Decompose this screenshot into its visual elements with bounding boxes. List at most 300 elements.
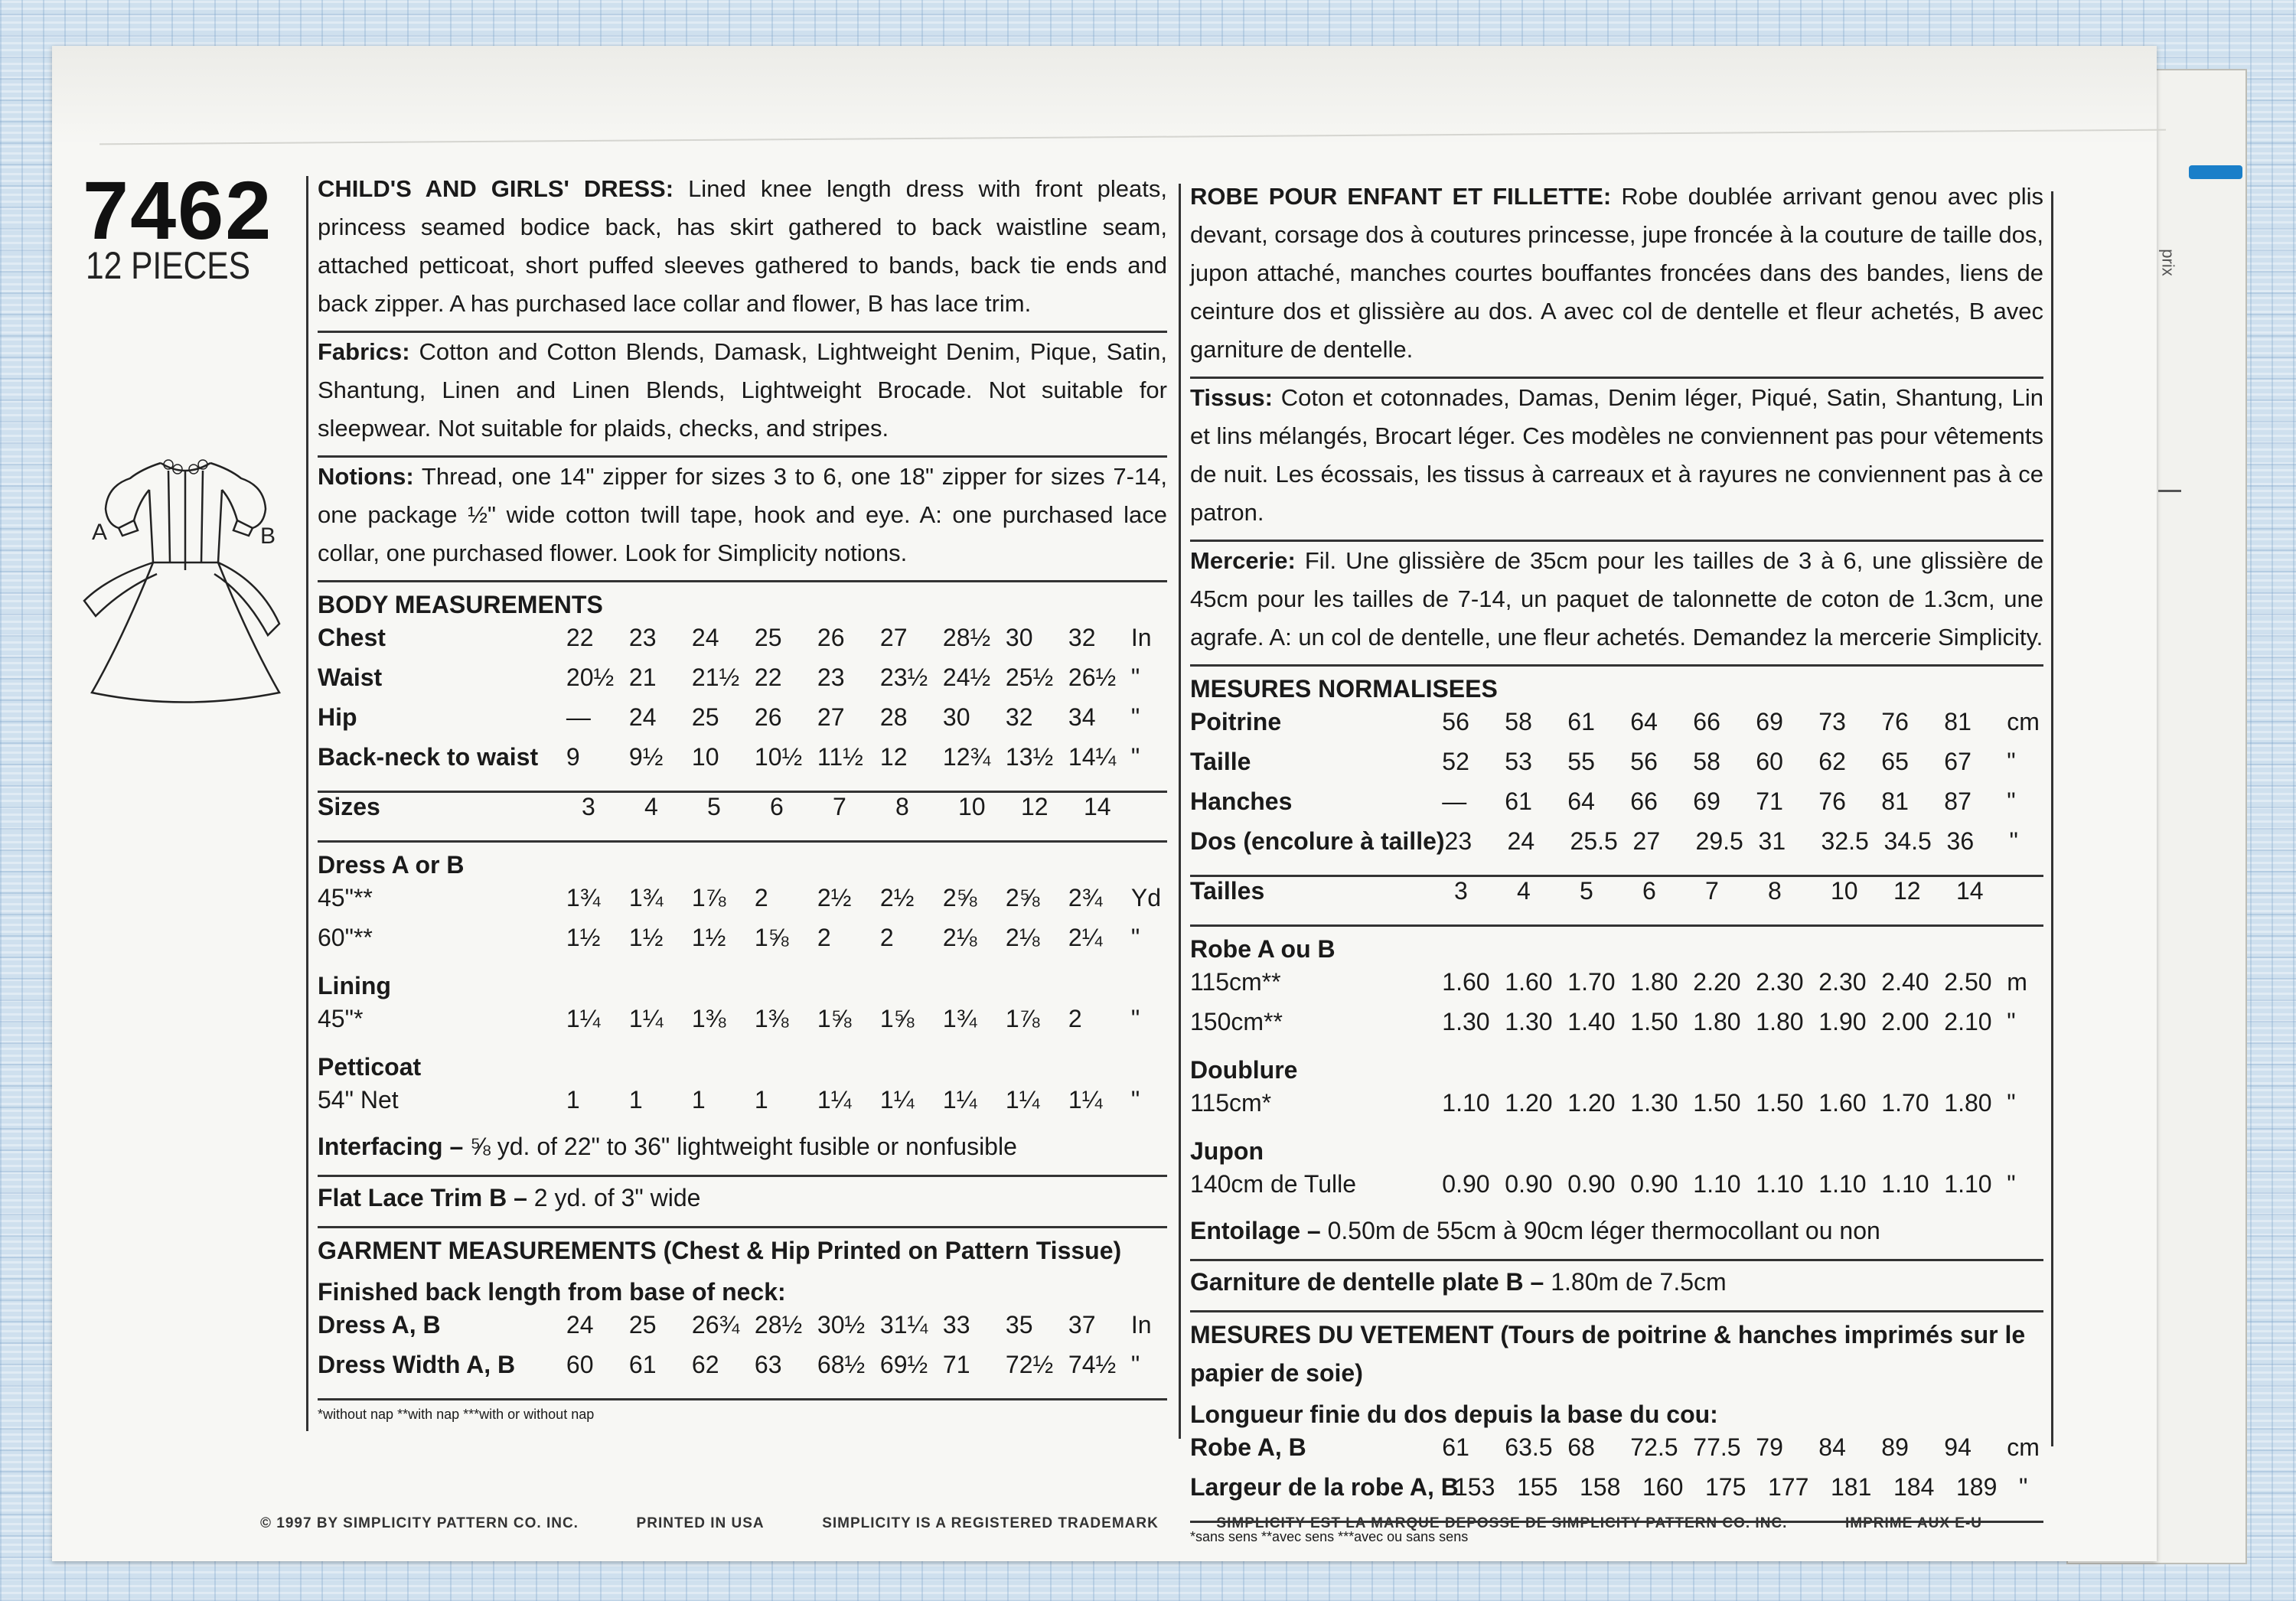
- table-row: [318, 703, 1167, 743]
- table-row: [318, 1311, 1167, 1351]
- row-values: [1442, 787, 2007, 816]
- value-cell: 65: [1881, 748, 1909, 775]
- value-cell: 1¼: [628, 1005, 664, 1032]
- value-cell: 26: [817, 624, 845, 651]
- garment-subtitle: Finished back length from base of neck:: [318, 1278, 786, 1306]
- value-cell: 10: [691, 743, 719, 771]
- lace-label: Garniture de dentelle plate B –: [1190, 1268, 1544, 1296]
- value-cell: 0.90: [1567, 1170, 1616, 1198]
- value-cell: 1.30: [1505, 1008, 1553, 1035]
- value-cell: 1.10: [1756, 1170, 1804, 1198]
- value-cell: 62: [1818, 748, 1846, 775]
- value-cell: 25: [754, 624, 782, 651]
- value-cell: 1.10: [1442, 1089, 1490, 1117]
- row-values: [566, 1086, 1131, 1114]
- row-values: [1454, 1473, 2019, 1502]
- value-cell: 53: [1505, 748, 1532, 775]
- table-row: [1190, 827, 2043, 867]
- divider-left: [306, 176, 308, 1431]
- value-cell: 26½: [1068, 664, 1117, 691]
- value-cell: 1.10: [1881, 1170, 1929, 1198]
- value-cell: 153: [1454, 1473, 1495, 1501]
- table-row: [318, 1005, 1167, 1045]
- notions-text: Fil. Une glissière de 35cm pour les tailles de 3 à 6, une glissière de 45cm pour les tailles de 7-14, un paquet de talonnette de coton de 1.3cm, une agrafe. A: un col de dentelle, une fleur achetés. Demandez la mercerie Simplicity.: [1190, 547, 2043, 651]
- lace-trim: [1190, 1261, 2043, 1303]
- value-cell: 1¼: [817, 1086, 852, 1114]
- value-cell: 1¼: [1068, 1086, 1103, 1114]
- divider: [318, 1226, 1167, 1228]
- value-cell: 11½: [817, 743, 863, 771]
- pattern-number: 7462: [83, 164, 273, 256]
- value-cell: 1.30: [1630, 1089, 1678, 1117]
- value-cell: 37: [1068, 1311, 1096, 1339]
- size-cell: 10: [958, 793, 986, 820]
- row-values: [566, 624, 1131, 652]
- value-cell: 77.5: [1693, 1433, 1741, 1461]
- value-cell: 181: [1831, 1473, 1872, 1501]
- row-label: Hanches: [1190, 787, 1293, 815]
- size-cell: 10: [1831, 877, 1858, 905]
- table-row: [1190, 708, 2043, 748]
- notions-label: Mercerie:: [1190, 547, 1296, 574]
- value-cell: 21½: [691, 664, 740, 691]
- interfacing-label: Interfacing –: [318, 1133, 464, 1160]
- row-unit: ": [1130, 664, 1140, 691]
- value-cell: 21: [628, 664, 657, 691]
- value-cell: 28½: [754, 1311, 803, 1339]
- value-cell: 10½: [754, 743, 803, 771]
- size-cell: 8: [1768, 877, 1782, 905]
- value-cell: 1¾: [566, 884, 601, 911]
- size-cell: 12: [1893, 877, 1921, 905]
- value-cell: 29.5: [1695, 827, 1743, 855]
- fabrics: [1190, 379, 2043, 532]
- trademark-en: SIMPLICITY IS A REGISTERED TRADEMARK: [822, 1515, 1159, 1531]
- value-cell: 61: [1567, 708, 1595, 735]
- lining-title: Lining: [318, 972, 391, 999]
- value-cell: 24: [566, 1311, 594, 1339]
- garment-subtitle: Longueur finie du dos depuis la base du cou:: [1190, 1400, 1718, 1428]
- notions-text: Thread, one 14" zipper for sizes 3 to 6, one 18" zipper for sizes 7-14, one package ½" wide cotton twill tape, hook and eye. A: one purchased lace collar, one purchased flower. Look for Simplicity notions.: [318, 463, 1167, 566]
- value-cell: 2.30: [1818, 968, 1867, 996]
- value-cell: 94: [1944, 1433, 1971, 1461]
- fabrics-text: Coton et cotonnades, Damas, Denim léger, Piqué, Satin, Shantung, Lin et lins mélangés, Brocart léger. Ces modèles ne conviennent pas pour vêtements de nuit. Les écossais, les tissus à carreaux et à rayures ne conviennent pas à ce patron.: [1190, 384, 2043, 526]
- value-cell: 0.90: [1505, 1170, 1553, 1198]
- row-label: Waist: [318, 664, 383, 691]
- notions: [318, 458, 1167, 572]
- footnote: *sans sens **avec sens ***avec ou sans sens: [1190, 1529, 1469, 1544]
- dress-title: Robe A ou B: [1190, 935, 1336, 963]
- row-label: 115cm**: [1190, 968, 1281, 996]
- lace-text: 2 yd. of 3" wide: [533, 1184, 701, 1211]
- value-cell: 60: [1756, 748, 1783, 775]
- value-cell: 73: [1818, 708, 1846, 735]
- value-cell: 66: [1693, 708, 1720, 735]
- row-values: [566, 884, 1131, 912]
- row-label: 60"**: [318, 924, 373, 951]
- fabrics-label: Fabrics:: [318, 338, 410, 365]
- value-cell: 23: [628, 624, 657, 651]
- row-unit: cm: [2007, 708, 2040, 735]
- value-cell: 13½: [1005, 743, 1054, 771]
- table-row: [318, 664, 1167, 703]
- divider-right: [2051, 191, 2053, 1446]
- value-cell: 58: [1505, 708, 1532, 735]
- value-cell: 34: [1068, 703, 1096, 731]
- value-cell: 32: [1005, 703, 1033, 731]
- value-cell: 31¼: [879, 1311, 928, 1339]
- row-unit: ": [1130, 703, 1140, 731]
- value-cell: 1¼: [1005, 1086, 1040, 1114]
- value-cell: 2.30: [1756, 968, 1804, 996]
- lace-label: Flat Lace Trim B –: [318, 1184, 527, 1211]
- pieces-count: 12 PIECES: [86, 244, 250, 287]
- value-cell: 175: [1705, 1473, 1746, 1501]
- value-cell: 32.5: [1821, 827, 1869, 855]
- value-cell: 81: [1944, 708, 1971, 735]
- imprime: IMPRIME AUX E-U: [1845, 1515, 1982, 1531]
- row-unit: In: [1130, 624, 1152, 651]
- table-row: [318, 884, 1167, 924]
- value-cell: 0.90: [1442, 1170, 1490, 1198]
- value-cell: 1: [628, 1086, 643, 1114]
- dress-back-view-illustration: [77, 448, 295, 723]
- value-cell: 25.5: [1570, 827, 1618, 855]
- row-unit: ": [1130, 743, 1140, 771]
- value-cell: 1.70: [1881, 1089, 1929, 1117]
- row-values: [566, 924, 1131, 952]
- value-cell: 55: [1567, 748, 1595, 775]
- row-label: Hip: [318, 703, 357, 731]
- value-cell: 25½: [1005, 664, 1054, 691]
- value-cell: 84: [1818, 1433, 1846, 1461]
- value-cell: 9½: [628, 743, 664, 771]
- row-values: [1442, 1008, 2007, 1036]
- value-cell: 27: [1632, 827, 1661, 855]
- value-cell: 184: [1893, 1473, 1935, 1501]
- value-cell: 2: [879, 924, 894, 951]
- divider: [1190, 664, 2043, 667]
- value-cell: 1⅝: [754, 924, 789, 951]
- row-label: Taille: [1190, 748, 1251, 775]
- lace-trim: [318, 1177, 1167, 1218]
- value-cell: 32: [1068, 624, 1096, 651]
- value-cell: 1.20: [1505, 1089, 1553, 1117]
- value-cell: 1: [691, 1086, 706, 1114]
- sizes-values: [1454, 877, 2019, 905]
- value-cell: 1: [566, 1086, 580, 1114]
- value-cell: 1¼: [879, 1086, 915, 1114]
- table-row: [1190, 968, 2043, 1008]
- row-unit: ": [2007, 1089, 2016, 1117]
- value-cell: 1¾: [942, 1005, 977, 1032]
- value-cell: 1.60: [1818, 1089, 1867, 1117]
- value-cell: 1.40: [1567, 1008, 1616, 1035]
- value-cell: 2: [754, 884, 768, 911]
- row-values: [1442, 1089, 2007, 1117]
- interfacing-label: Entoilage –: [1190, 1217, 1321, 1244]
- row-unit: ": [2009, 827, 2018, 855]
- value-cell: 177: [1768, 1473, 1809, 1501]
- row-unit: Yd: [1130, 884, 1162, 911]
- value-cell: 2¾: [1068, 884, 1103, 911]
- value-cell: 14¼: [1068, 743, 1117, 771]
- description-label: ROBE POUR ENFANT ET FILLETTE:: [1190, 183, 1612, 210]
- value-cell: 1: [754, 1086, 768, 1114]
- value-cell: 62: [691, 1351, 719, 1378]
- value-cell: 1.50: [1630, 1008, 1678, 1035]
- value-cell: 1.60: [1505, 968, 1553, 996]
- row-values: [566, 703, 1131, 732]
- value-cell: 2.00: [1881, 1008, 1929, 1035]
- value-cell: 58: [1693, 748, 1720, 775]
- petticoat-title: Jupon: [1190, 1137, 1264, 1165]
- value-cell: 23: [1444, 827, 1473, 855]
- value-cell: 27: [879, 624, 908, 651]
- table-row: [1190, 1473, 2043, 1513]
- value-cell: 1½: [691, 924, 726, 951]
- dress-title: Dress A or B: [318, 851, 465, 879]
- value-cell: 52: [1442, 748, 1469, 775]
- value-cell: 24: [628, 703, 657, 731]
- notions: [1190, 542, 2043, 657]
- value-cell: 67: [1944, 748, 1971, 775]
- size-cell: 6: [770, 793, 784, 820]
- row-unit: ": [2007, 787, 2016, 815]
- value-cell: 9: [566, 743, 580, 771]
- value-cell: 1.10: [1693, 1170, 1741, 1198]
- value-cell: 1.80: [1693, 1008, 1741, 1035]
- size-cell: 12: [1021, 793, 1049, 820]
- value-cell: 72½: [1005, 1351, 1054, 1378]
- interfacing-text: 0.50m de 55cm à 90cm léger thermocollant ou non: [1327, 1217, 1880, 1244]
- size-cell: 6: [1642, 877, 1656, 905]
- value-cell: 2.20: [1693, 968, 1741, 996]
- description-label: CHILD'S AND GIRLS' DRESS:: [318, 175, 674, 202]
- sizes-values: [582, 793, 1146, 821]
- value-cell: 2.10: [1944, 1008, 1992, 1035]
- copyright-line: © 1997 BY SIMPLICITY PATTERN CO. INC.: [260, 1515, 579, 1531]
- row-label: 45"*: [318, 1005, 364, 1032]
- value-cell: —: [1442, 787, 1467, 815]
- value-cell: 1¾: [628, 884, 664, 911]
- value-cell: 24: [1507, 827, 1535, 855]
- value-cell: 1.80: [1756, 1008, 1804, 1035]
- table-row: [318, 1351, 1167, 1391]
- value-cell: 26: [754, 703, 782, 731]
- interfacing: [318, 1126, 1167, 1167]
- value-cell: 12: [879, 743, 908, 771]
- row-values: [1442, 968, 2007, 996]
- value-cell: 61: [628, 1351, 657, 1378]
- divider: [318, 1398, 1167, 1400]
- body-measurements-title: MESURES NORMALISEES: [1190, 675, 1498, 703]
- row-values: [1442, 748, 2007, 776]
- value-cell: 25: [691, 703, 719, 731]
- value-cell: 1½: [628, 924, 664, 951]
- body-measurements-title: BODY MEASUREMENTS: [318, 591, 603, 618]
- row-values: [566, 1351, 1131, 1379]
- row-unit: ": [2007, 1008, 2016, 1035]
- row-values: [566, 1005, 1131, 1033]
- row-label: Back-neck to waist: [318, 743, 539, 771]
- value-cell: 64: [1630, 708, 1658, 735]
- value-cell: 1.60: [1442, 968, 1490, 996]
- size-cell: 8: [895, 793, 909, 820]
- description-text: Robe doublée arrivant genou avec plis devant, corsage dos à coutures princesse, jupe froncée à la couture de taille dos, jupon attaché, manches courtes bouffantes froncées dans des bandes, liens de ceinture dos et glissière au dos. A avec col de dentelle et fleur achetés, B avec garniture de dentelle.: [1190, 183, 2043, 363]
- value-cell: 23: [817, 664, 845, 691]
- row-unit: ": [2019, 1473, 2028, 1501]
- value-cell: 189: [1956, 1473, 1998, 1501]
- row-label: Dos (encolure à taille): [1190, 827, 1445, 855]
- value-cell: 68½: [817, 1351, 866, 1378]
- description: [1190, 178, 2043, 369]
- value-cell: 2.50: [1944, 968, 1992, 996]
- value-cell: 22: [754, 664, 782, 691]
- fabrics-label: Tissus:: [1190, 384, 1273, 411]
- table-row: [1190, 748, 2043, 787]
- value-cell: 24½: [942, 664, 991, 691]
- fabrics: [318, 333, 1167, 448]
- row-label: 115cm*: [1190, 1089, 1272, 1117]
- value-cell: 69: [1756, 708, 1783, 735]
- interfacing: [1190, 1210, 2043, 1251]
- row-unit: cm: [2007, 1433, 2040, 1461]
- notions-label: Notions:: [318, 463, 414, 490]
- size-cell: 4: [644, 793, 658, 820]
- interfacing-text: ⅝ yd. of 22" to 36" lightweight fusible or nonfusible: [470, 1133, 1017, 1160]
- row-label: 54" Net: [318, 1086, 399, 1114]
- row-values: [1445, 827, 2010, 856]
- value-cell: 0.90: [1630, 1170, 1678, 1198]
- row-values: [1442, 708, 2007, 736]
- value-cell: 71: [1756, 787, 1783, 815]
- table-row: [1190, 1008, 2043, 1048]
- row-label: Robe A, B: [1190, 1433, 1306, 1461]
- value-cell: 68: [1567, 1433, 1595, 1461]
- value-cell: 1⅞: [1005, 1005, 1040, 1032]
- value-cell: 28½: [942, 624, 991, 651]
- value-cell: 30½: [817, 1311, 866, 1339]
- value-cell: 2¼: [1068, 924, 1103, 951]
- value-cell: 22: [566, 624, 594, 651]
- value-cell: 1⅞: [691, 884, 726, 911]
- size-cell: 7: [1705, 877, 1719, 905]
- value-cell: 2⅝: [1005, 884, 1040, 911]
- value-cell: 64: [1567, 787, 1595, 815]
- value-cell: 63: [754, 1351, 782, 1378]
- value-cell: 2⅝: [942, 884, 977, 911]
- value-cell: 155: [1517, 1473, 1558, 1501]
- value-cell: 1⅝: [817, 1005, 852, 1032]
- row-unit: ": [1130, 1005, 1140, 1032]
- side-tick: [2158, 490, 2181, 492]
- sizes-label: Sizes: [318, 793, 380, 820]
- value-cell: 2: [1068, 1005, 1082, 1032]
- footnote: *without nap **with nap ***with or without nap: [318, 1407, 595, 1422]
- value-cell: 12¾: [942, 743, 991, 771]
- value-cell: 76: [1818, 787, 1846, 815]
- value-cell: 1.10: [1818, 1170, 1867, 1198]
- value-cell: 1¼: [942, 1086, 977, 1114]
- value-cell: 72.5: [1630, 1433, 1678, 1461]
- value-cell: 79: [1756, 1433, 1783, 1461]
- value-cell: 30: [1005, 624, 1033, 651]
- size-cell: 7: [833, 793, 846, 820]
- row-label: Dress Width A, B: [318, 1351, 516, 1378]
- divider: [1190, 924, 2043, 927]
- value-cell: 35: [1005, 1311, 1033, 1339]
- value-cell: 23½: [879, 664, 928, 691]
- envelope-flap: [52, 46, 2157, 145]
- value-cell: 34.5: [1883, 827, 1932, 855]
- table-row: [318, 743, 1167, 783]
- value-cell: 36: [1946, 827, 1975, 855]
- value-cell: 2½: [817, 884, 852, 911]
- sizes-label: Tailles: [1190, 877, 1265, 905]
- value-cell: 20½: [566, 664, 615, 691]
- row-values: [1442, 1433, 2007, 1462]
- row-label: Chest: [318, 624, 386, 651]
- table-row: [1190, 1433, 2043, 1473]
- value-cell: 63.5: [1505, 1433, 1553, 1461]
- trademark-fr: SIMPLICITY EST LA MARQUE DEPOSSE DE SIMPLICITY PATTERN CO. INC.: [1216, 1515, 1788, 1531]
- value-cell: 33: [942, 1311, 970, 1339]
- row-label: 140cm de Tulle: [1190, 1170, 1357, 1198]
- value-cell: 69: [1693, 787, 1720, 815]
- value-cell: 1.20: [1567, 1089, 1616, 1117]
- value-cell: 1.10: [1944, 1170, 1992, 1198]
- blue-tab-marker: [2189, 165, 2242, 179]
- value-cell: 1½: [566, 924, 601, 951]
- row-label: 150cm**: [1190, 1008, 1283, 1035]
- value-cell: 28: [879, 703, 908, 731]
- value-cell: 2⅛: [1005, 924, 1040, 951]
- table-row: [318, 1086, 1167, 1126]
- value-cell: 24: [691, 624, 719, 651]
- value-cell: 1¼: [566, 1005, 601, 1032]
- value-cell: 89: [1881, 1433, 1909, 1461]
- value-cell: 158: [1580, 1473, 1621, 1501]
- row-label: Dress A, B: [318, 1311, 441, 1339]
- row-values: [566, 1311, 1131, 1339]
- value-cell: 71: [942, 1351, 970, 1378]
- value-cell: 1.30: [1442, 1008, 1490, 1035]
- row-unit: ": [2007, 1170, 2016, 1198]
- petticoat-title: Petticoat: [318, 1053, 422, 1081]
- side-mark: prix: [2158, 249, 2178, 276]
- table-row: [1190, 1089, 2043, 1129]
- english-column: [318, 170, 1167, 1423]
- row-label: Largeur de la robe A, B: [1190, 1473, 1459, 1501]
- value-cell: 74½: [1068, 1351, 1117, 1378]
- sizes-row: [1190, 877, 2043, 917]
- size-cell: 5: [1580, 877, 1593, 905]
- value-cell: 2⅛: [942, 924, 977, 951]
- row-unit: m: [2007, 968, 2027, 996]
- value-cell: 60: [566, 1351, 594, 1378]
- table-row: [1190, 787, 2043, 827]
- divider: [1190, 1310, 2043, 1312]
- value-cell: 1⅜: [754, 1005, 789, 1032]
- divider: [318, 580, 1167, 582]
- size-cell: 3: [1454, 877, 1468, 905]
- row-values: [566, 743, 1131, 771]
- french-column: [1190, 178, 2043, 1545]
- size-cell: 4: [1517, 877, 1531, 905]
- value-cell: 1⅜: [691, 1005, 726, 1032]
- size-cell: 14: [1956, 877, 1984, 905]
